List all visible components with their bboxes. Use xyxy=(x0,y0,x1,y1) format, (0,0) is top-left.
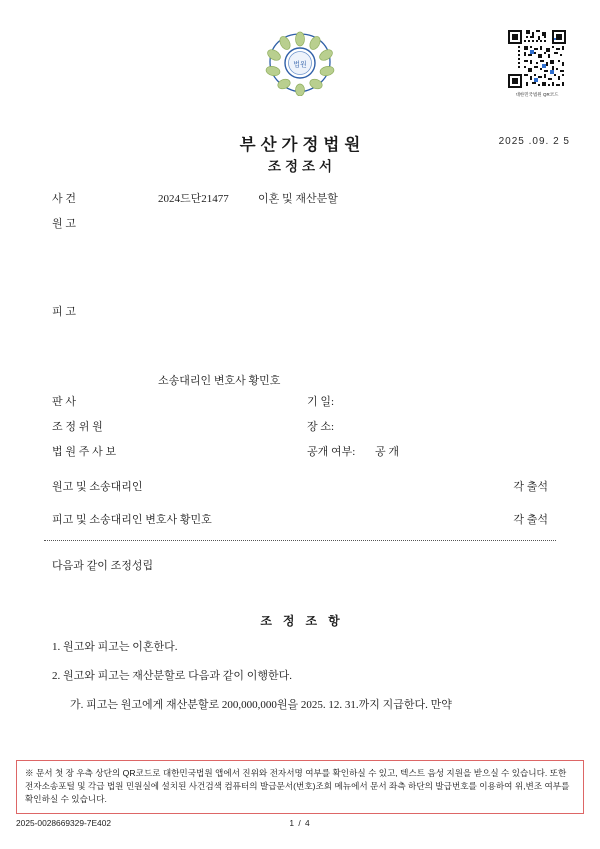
clauses-title: 조 정 조 항 xyxy=(260,614,344,628)
issue-code: 2025-0028669329-7E402 xyxy=(16,818,112,828)
clauses-list xyxy=(52,638,552,725)
open-value: 공 개 xyxy=(375,446,400,458)
attendance-status-2: 각 출석 xyxy=(513,514,548,526)
attendance-party-1: 원고 및 소송대리인 xyxy=(52,481,143,493)
defendant-label: 피 고 xyxy=(52,306,77,318)
verification-notice: ※ 문서 첫 장 우측 상단의 QR코드로 대한민국법원 앱에서 진위와 전자서명 여부를 확인하실 수 있고, 텍스트 음성 지원을 받으실 수 있습니다. 또한 전자소송포털 및 각급 법원 민원실에 설치된 사건검색 컴퓨터의 발급문서(번호)조회 메뉴에서 문서 좌측 하단의 발급번호를 이용하여 위,변조 여부를 확인하실 수 있습니다. xyxy=(16,760,584,814)
case-name: 이혼 및 재산분할 xyxy=(258,193,338,205)
list-item: 가. 피고는 원고에게 재산분할로 200,000,000원을 2025. 12. 31.까지 지급한다. 만약 xyxy=(70,699,452,711)
clerk-label: 법 원 주 사 보 xyxy=(52,446,117,458)
hearing-date-label: 기 일: xyxy=(307,396,335,408)
document-type-title: 조정조서 xyxy=(267,159,337,174)
section-divider xyxy=(44,540,556,541)
list-item: 2. 원고와 피고는 재산분할로 다음과 같이 이행한다. xyxy=(52,670,293,682)
qr-code-block xyxy=(504,28,570,98)
qr-caption: 대한민국법원 QR코드 xyxy=(515,92,559,97)
date-stamp: 2025 .09. 2 5 xyxy=(498,136,570,147)
page-title: 부산가정법원 xyxy=(239,135,366,154)
qr-code-icon xyxy=(506,28,568,90)
mediation-result-line: 다음과 같이 조정성립 xyxy=(52,560,154,572)
place-label: 장 소: xyxy=(307,421,335,433)
judge-label: 판 사 xyxy=(52,396,77,408)
mediator-label: 조 정 위 원 xyxy=(52,421,103,433)
court-emblem-icon xyxy=(258,30,342,96)
attendance-status-1: 각 출석 xyxy=(513,481,548,493)
defendant-attorney: 소송대리인 변호사 황민호 xyxy=(158,375,281,387)
plaintiff-label: 원 고 xyxy=(52,218,77,230)
case-number: 2024드단21477 xyxy=(158,193,229,205)
open-label: 공개 여부: xyxy=(307,446,356,458)
page-indicator: 1 / 4 xyxy=(289,818,311,828)
case-label: 사 건 xyxy=(52,193,77,205)
attendance-party-2: 피고 및 소송대리인 변호사 황민호 xyxy=(52,514,212,526)
list-item: 1. 원고와 피고는 이혼한다. xyxy=(52,641,178,653)
emblem-text: 법원 xyxy=(293,61,307,69)
